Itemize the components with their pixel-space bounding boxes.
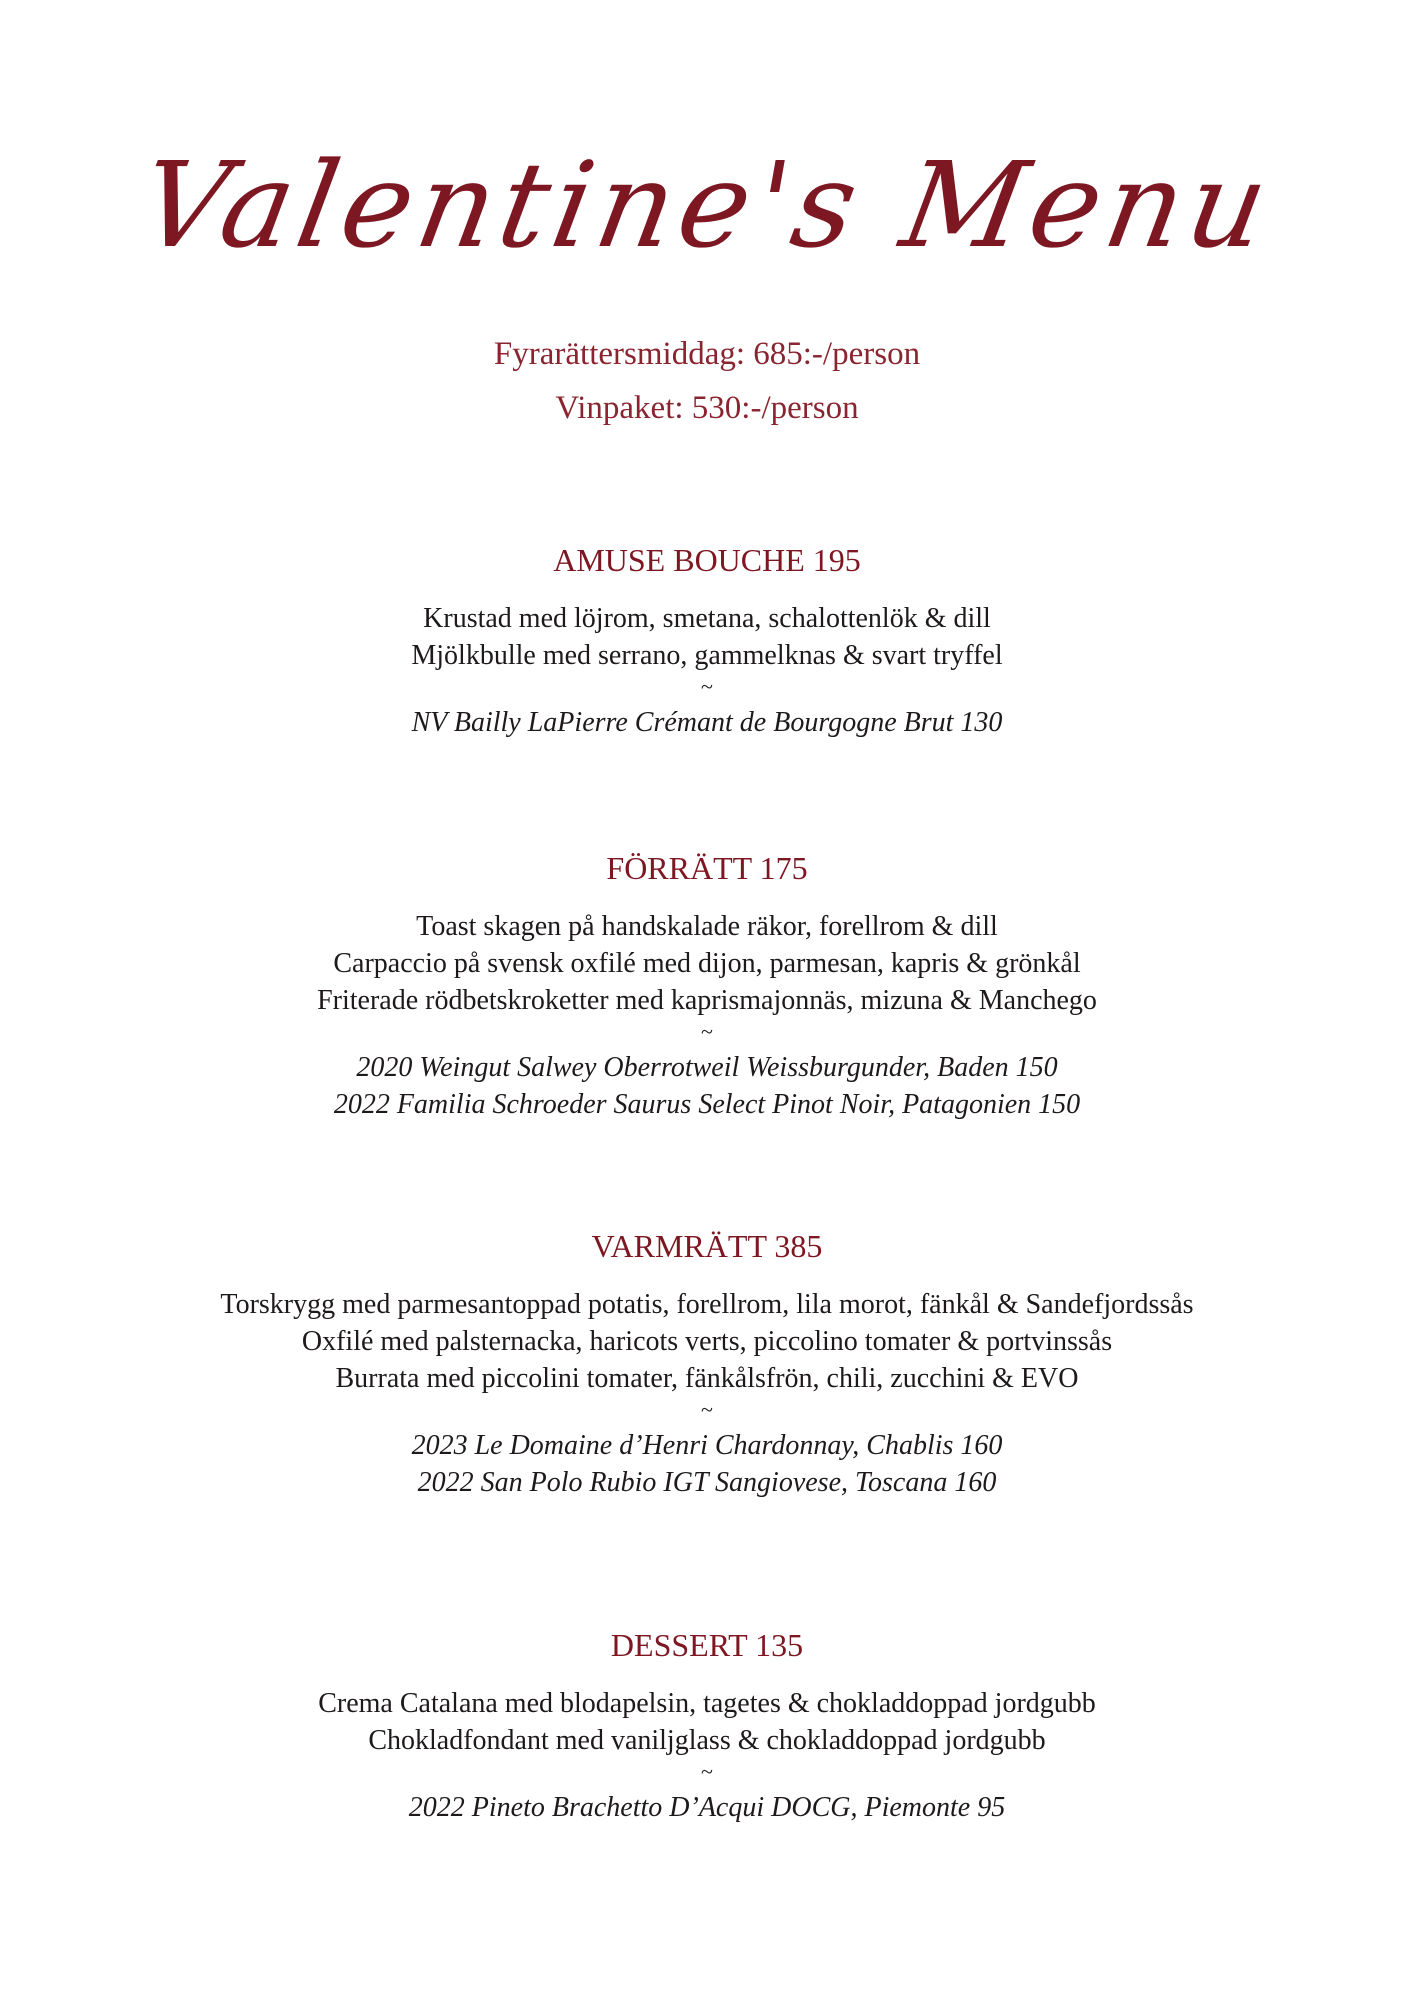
section-amuse-bouche [0, 540, 1414, 741]
wine-package-price: Vinpaket: 530:-/person [555, 390, 859, 426]
wine-item: 2022 Familia Schroeder Saurus Select Pinot Noir, Patagonien 150 [333, 1089, 1081, 1120]
dinner-price: Fyrarättersmiddag: 685:-/person [493, 336, 921, 372]
section-forratt [0, 848, 1414, 1123]
section-dessert [0, 1625, 1414, 1826]
separator: ~ [701, 1759, 713, 1784]
dish-item: Burrata med piccolini tomater, fänkålsfrön, chili, zucchini & EVO [335, 1363, 1079, 1394]
dish-item: Mjölkbulle med serrano, gammelknas & svart tryffel [411, 640, 1003, 671]
wine-item: NV Bailly LaPierre Crémant de Bourgogne Brut 130 [411, 707, 1003, 738]
dish-item: Oxfilé med palsternacka, haricots verts, piccolino tomater & portvinssås [301, 1326, 1113, 1357]
dish-item: Krustad med löjrom, smetana, schalottenlök & dill [423, 603, 991, 634]
wine-item: 2022 San Polo Rubio IGT Sangiovese, Toscana 160 [417, 1467, 997, 1498]
dish-item: Crema Catalana med blodapelsin, tagetes & chokladdoppad jordgubb [318, 1688, 1096, 1719]
dish-item: Carpaccio på svensk oxfilé med dijon, parmesan, kapris & grönkål [333, 948, 1081, 979]
menu-title: Valentine's Menu [130, 136, 1284, 274]
wine-item: 2022 Pineto Brachetto D’Acqui DOCG, Piemonte 95 [408, 1792, 1006, 1823]
dish-item: Toast skagen på handskalade räkor, forellrom & dill [416, 911, 998, 942]
section-heading: AMUSE BOUCHE 195 [553, 542, 861, 578]
separator: ~ [701, 674, 713, 699]
wine-item: 2023 Le Domaine d’Henri Chardonnay, Chablis 160 [411, 1430, 1003, 1461]
wine-item: 2020 Weingut Salwey Oberrotweil Weissburgunder, Baden 150 [356, 1052, 1058, 1083]
section-varmratt [0, 1226, 1414, 1501]
separator: ~ [701, 1019, 713, 1044]
separator: ~ [701, 1397, 713, 1422]
section-heading: FÖRRÄTT 175 [606, 850, 808, 886]
dish-item: Torskrygg med parmesantoppad potatis, forellrom, lila morot, fänkål & Sandefjordssås [220, 1289, 1194, 1320]
dish-item: Chokladfondant med vaniljglass & chokladdoppad jordgubb [368, 1725, 1046, 1756]
dish-item: Friterade rödbetskroketter med kaprismajonnäs, mizuna & Manchego [317, 985, 1097, 1016]
section-heading: VARMRÄTT 385 [591, 1228, 823, 1264]
section-heading: DESSERT 135 [610, 1627, 804, 1663]
